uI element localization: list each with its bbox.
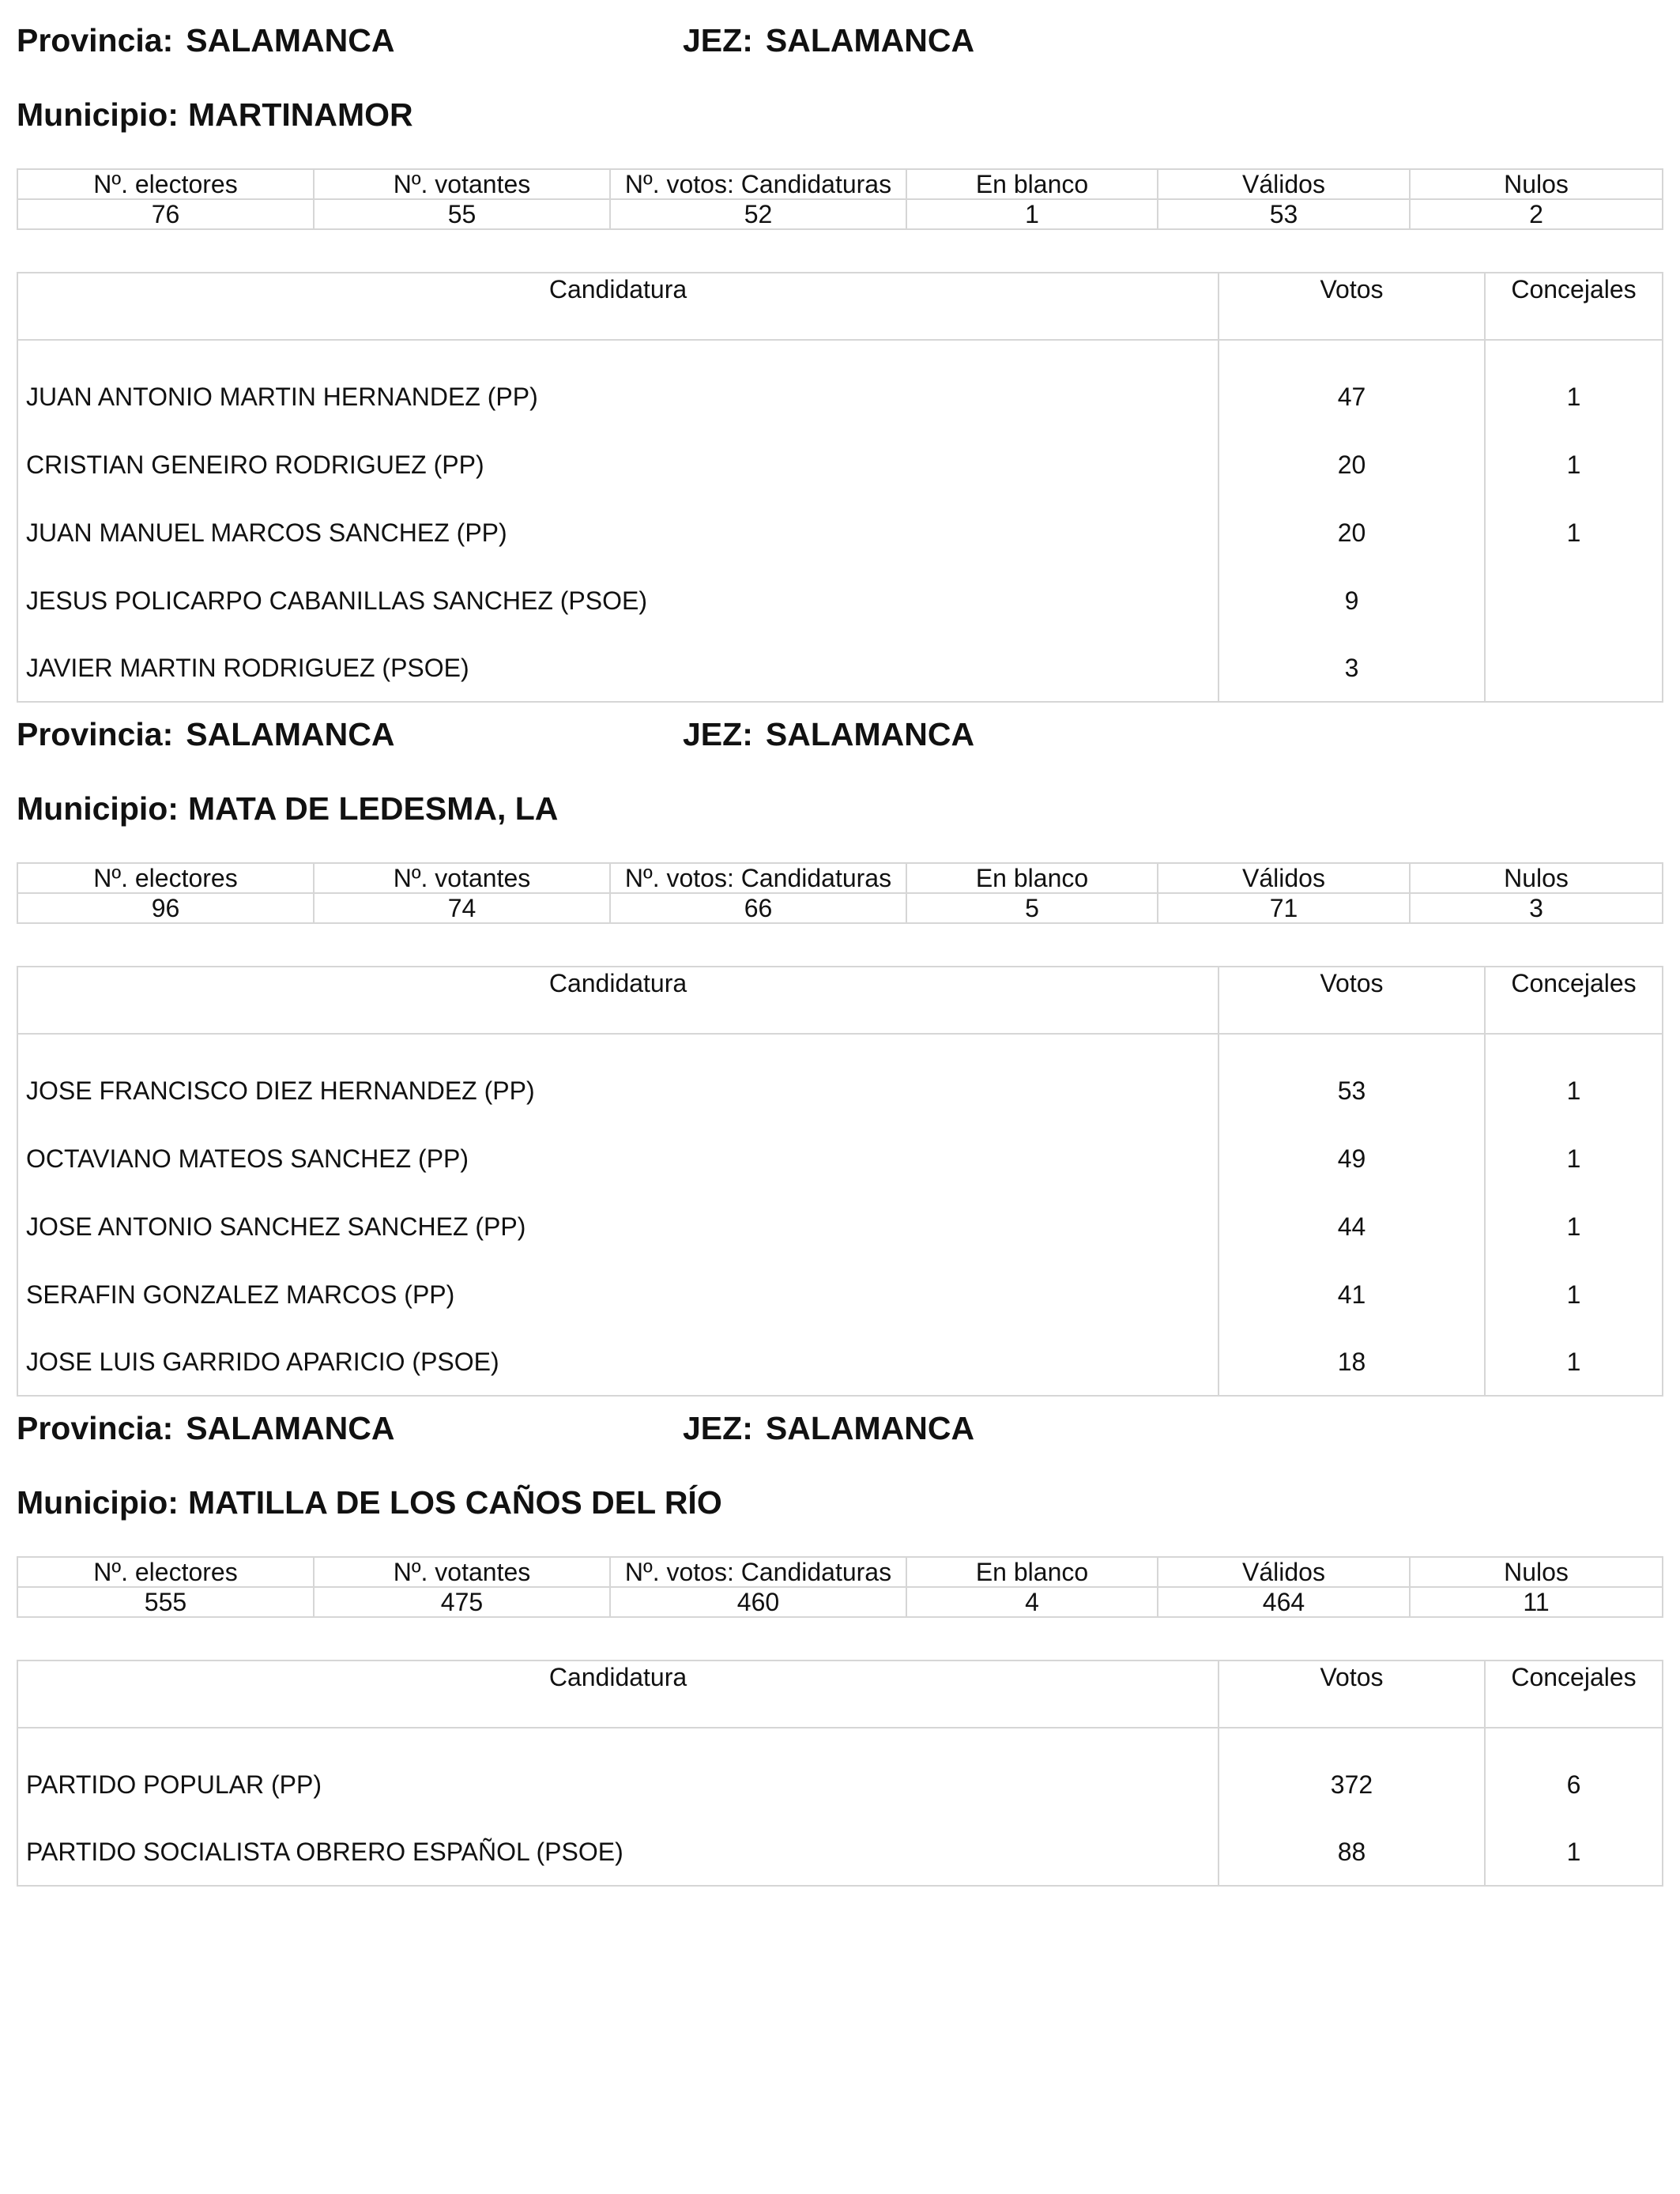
- summary-value-cell: 460: [610, 1587, 906, 1617]
- votos-header: Votos: [1219, 967, 1485, 1034]
- jez-line: [683, 1410, 974, 1447]
- municipio-value: MATA DE LEDESMA, LA: [187, 790, 559, 827]
- summary-header-cell: Nº. votos: Candidaturas: [610, 169, 906, 199]
- jez-line: [683, 22, 974, 59]
- concejales-header: Concejales: [1485, 967, 1663, 1034]
- candidate-name: JAVIER MARTIN RODRIGUEZ (PSOE): [17, 635, 1219, 702]
- candidate-concejales: 1: [1485, 1261, 1663, 1329]
- summary-table: [17, 1556, 1663, 1618]
- candidate-concejales: 1: [1485, 1329, 1663, 1396]
- candidate-concejales: 1: [1485, 340, 1663, 431]
- jez-line: [683, 716, 974, 753]
- candidate-votos: 20: [1219, 499, 1485, 567]
- candidate-concejales: 1: [1485, 1193, 1663, 1261]
- summary-header-cell: Nulos: [1410, 169, 1663, 199]
- summary-value-cell: 2: [1410, 199, 1663, 229]
- candidate-votos: 49: [1219, 1125, 1485, 1193]
- summary-table: [17, 168, 1663, 230]
- candidate-concejales: 1: [1485, 1819, 1663, 1886]
- summary-value-row: [17, 893, 1663, 923]
- candidate-concejales: 6: [1485, 1728, 1663, 1819]
- summary-value-cell: 53: [1158, 199, 1410, 229]
- votos-header: Votos: [1219, 273, 1485, 340]
- candidate-name: JOSE LUIS GARRIDO APARICIO (PSOE): [17, 1329, 1219, 1396]
- candidate-name: PARTIDO POPULAR (PP): [17, 1728, 1219, 1819]
- summary-value-cell: 464: [1158, 1587, 1410, 1617]
- provincia-line: [17, 716, 394, 753]
- municipio-line: [17, 790, 558, 827]
- candidate-votos: 9: [1219, 567, 1485, 635]
- candidate-name: OCTAVIANO MATEOS SANCHEZ (PP): [17, 1125, 1219, 1193]
- summary-value-row: [17, 199, 1663, 229]
- candidate-concejales: 1: [1485, 1125, 1663, 1193]
- candidates-table: [17, 272, 1663, 703]
- summary-value-row: [17, 1587, 1663, 1617]
- candidatura-header: Candidatura: [17, 273, 1219, 340]
- candidate-row: [17, 1125, 1663, 1193]
- candidate-name: SERAFIN GONZALEZ MARCOS (PP): [17, 1261, 1219, 1329]
- candidate-row: [17, 340, 1663, 431]
- candidate-concejales: [1485, 635, 1663, 702]
- jez-value: SALAMANCA: [765, 1410, 975, 1446]
- provincia-line: [17, 22, 394, 59]
- summary-table: [17, 862, 1663, 924]
- summary-header-cell: Nº. electores: [17, 1557, 314, 1587]
- candidates-header-row: [17, 967, 1663, 1034]
- summary-value-cell: 76: [17, 199, 314, 229]
- summary-header-cell: En blanco: [906, 1557, 1158, 1587]
- candidate-name: JESUS POLICARPO CABANILLAS SANCHEZ (PSOE): [17, 567, 1219, 635]
- candidate-row: [17, 1329, 1663, 1396]
- candidates-header-row: [17, 273, 1663, 340]
- municipio-line: [17, 1484, 722, 1521]
- summary-value-cell: 475: [314, 1587, 610, 1617]
- provincia-value: SALAMANCA: [186, 1410, 395, 1446]
- concejales-header: Concejales: [1485, 273, 1663, 340]
- summary-header-cell: En blanco: [906, 169, 1158, 199]
- candidates-table: [17, 966, 1663, 1397]
- concejales-header: Concejales: [1485, 1661, 1663, 1728]
- candidate-row: [17, 431, 1663, 499]
- candidates-header-row: [17, 1661, 1663, 1728]
- jez-value: SALAMANCA: [765, 22, 975, 58]
- summary-value-cell: 4: [906, 1587, 1158, 1617]
- jez-label: JEZ:: [683, 1410, 753, 1446]
- provincia-line: [17, 1410, 394, 1447]
- provincia-value: SALAMANCA: [186, 716, 395, 752]
- candidate-row: [17, 1034, 1663, 1125]
- summary-header-row: [17, 863, 1663, 893]
- summary-header-cell: Nº. votos: Candidaturas: [610, 1557, 906, 1587]
- summary-header-cell: Nº. electores: [17, 863, 314, 893]
- candidate-name: PARTIDO SOCIALISTA OBRERO ESPAÑOL (PSOE): [17, 1819, 1219, 1886]
- candidate-votos: 3: [1219, 635, 1485, 702]
- candidate-name: JOSE FRANCISCO DIEZ HERNANDEZ (PP): [17, 1034, 1219, 1125]
- summary-header-cell: Nº. votos: Candidaturas: [610, 863, 906, 893]
- candidate-row: [17, 635, 1663, 702]
- candidate-concejales: 1: [1485, 499, 1663, 567]
- summary-header-row: [17, 1557, 1663, 1587]
- candidate-row: [17, 1261, 1663, 1329]
- summary-header-cell: Nulos: [1410, 863, 1663, 893]
- summary-header-cell: Válidos: [1158, 863, 1410, 893]
- candidate-votos: 20: [1219, 431, 1485, 499]
- candidate-row: [17, 499, 1663, 567]
- candidate-votos: 47: [1219, 340, 1485, 431]
- candidate-votos: 44: [1219, 1193, 1485, 1261]
- municipio-label: Municipio:: [17, 790, 179, 827]
- summary-value-cell: 3: [1410, 893, 1663, 923]
- municipio-value: MARTINAMOR: [187, 96, 413, 133]
- candidate-votos: 18: [1219, 1329, 1485, 1396]
- candidate-row: [17, 1728, 1663, 1819]
- summary-value-cell: 66: [610, 893, 906, 923]
- summary-value-cell: 5: [906, 893, 1158, 923]
- candidate-concejales: 1: [1485, 431, 1663, 499]
- candidatura-header: Candidatura: [17, 967, 1219, 1034]
- summary-header-cell: Válidos: [1158, 1557, 1410, 1587]
- candidate-votos: 53: [1219, 1034, 1485, 1125]
- summary-header-row: [17, 169, 1663, 199]
- candidate-name: JUAN MANUEL MARCOS SANCHEZ (PP): [17, 499, 1219, 567]
- candidate-name: JUAN ANTONIO MARTIN HERNANDEZ (PP): [17, 340, 1219, 431]
- candidate-votos: 372: [1219, 1728, 1485, 1819]
- votos-header: Votos: [1219, 1661, 1485, 1728]
- summary-value-cell: 1: [906, 199, 1158, 229]
- candidate-votos: 88: [1219, 1819, 1485, 1886]
- municipio-value: MATILLA DE LOS CAÑOS DEL RÍO: [187, 1484, 722, 1521]
- provincia-label: Provincia:: [17, 22, 174, 58]
- provincia-label: Provincia:: [17, 716, 174, 752]
- municipio-label: Municipio:: [17, 1484, 179, 1521]
- candidate-name: CRISTIAN GENEIRO RODRIGUEZ (PP): [17, 431, 1219, 499]
- provincia-value: SALAMANCA: [186, 22, 395, 58]
- candidatura-header: Candidatura: [17, 1661, 1219, 1728]
- summary-header-cell: Nº. votantes: [314, 1557, 610, 1587]
- summary-value-cell: 74: [314, 893, 610, 923]
- candidate-votos: 41: [1219, 1261, 1485, 1329]
- summary-header-cell: Nº. votantes: [314, 863, 610, 893]
- summary-value-cell: 96: [17, 893, 314, 923]
- candidates-table: [17, 1660, 1663, 1887]
- summary-value-cell: 555: [17, 1587, 314, 1617]
- candidate-row: [17, 1819, 1663, 1886]
- jez-label: JEZ:: [683, 716, 753, 752]
- summary-header-cell: Válidos: [1158, 169, 1410, 199]
- summary-header-cell: Nº. electores: [17, 169, 314, 199]
- summary-value-cell: 55: [314, 199, 610, 229]
- municipio-label: Municipio:: [17, 96, 179, 133]
- candidate-concejales: 1: [1485, 1034, 1663, 1125]
- summary-header-cell: Nulos: [1410, 1557, 1663, 1587]
- candidate-concejales: [1485, 567, 1663, 635]
- summary-value-cell: 71: [1158, 893, 1410, 923]
- municipio-line: [17, 96, 413, 134]
- jez-label: JEZ:: [683, 22, 753, 58]
- jez-value: SALAMANCA: [765, 716, 975, 752]
- summary-value-cell: 11: [1410, 1587, 1663, 1617]
- summary-header-cell: En blanco: [906, 863, 1158, 893]
- candidate-name: JOSE ANTONIO SANCHEZ SANCHEZ (PP): [17, 1193, 1219, 1261]
- provincia-label: Provincia:: [17, 1410, 174, 1446]
- summary-header-cell: Nº. votantes: [314, 169, 610, 199]
- summary-value-cell: 52: [610, 199, 906, 229]
- candidate-row: [17, 567, 1663, 635]
- candidate-row: [17, 1193, 1663, 1261]
